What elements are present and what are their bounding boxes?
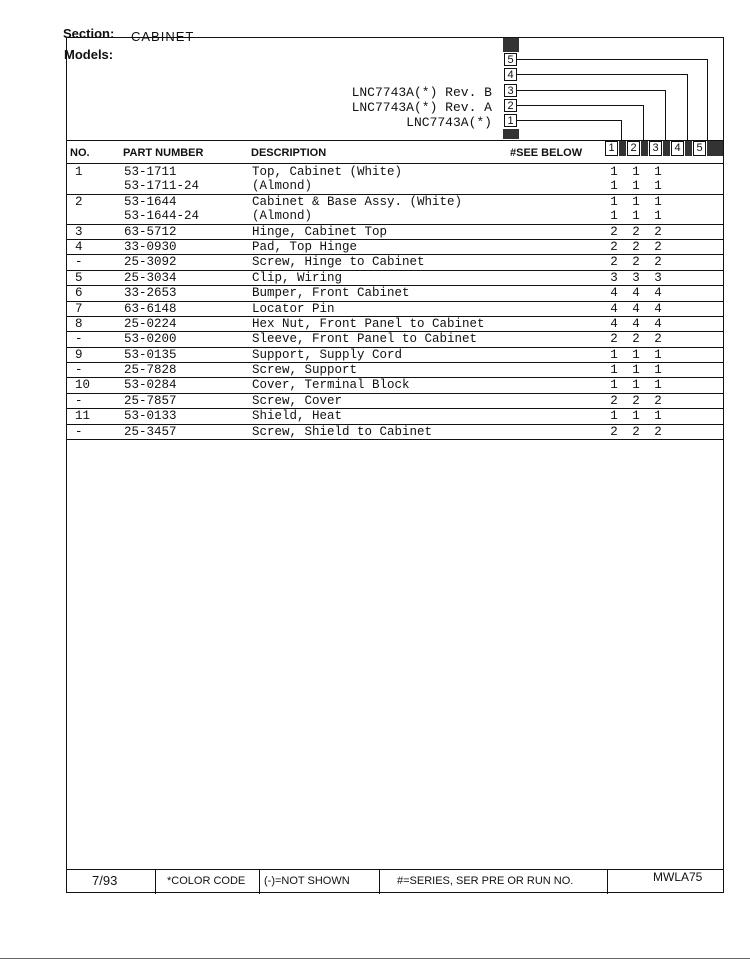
row-part-number: 53-1711-24 xyxy=(124,179,200,194)
model-box-5: 5 xyxy=(504,53,517,66)
row-part-number: 53-1644-24 xyxy=(124,209,200,224)
row-no: - xyxy=(75,255,83,270)
row-description: Screw, Support xyxy=(252,363,358,378)
footer-not-shown: (-)=NOT SHOWN xyxy=(264,875,350,887)
row-qty-1: 4 xyxy=(610,286,618,301)
row-part-number: 33-2653 xyxy=(124,286,177,301)
row-description: Bumper, Front Cabinet xyxy=(252,286,410,301)
model-box-4: 4 xyxy=(504,68,517,81)
footer-series-note: #=SERIES, SER PRE OR RUN NO. xyxy=(397,875,574,887)
row-qty-3: 1 xyxy=(654,363,662,378)
row-qty-3: 2 xyxy=(654,239,662,254)
col-sep-4 xyxy=(685,141,692,156)
row-no: 6 xyxy=(75,286,83,301)
row-qty-2: 2 xyxy=(632,224,640,239)
row-part-number: 63-6148 xyxy=(124,301,177,316)
row-qty-2: 4 xyxy=(632,301,640,316)
model-name-rev-a: LNC7743A(*) Rev. A xyxy=(351,100,492,115)
row-no: 1 xyxy=(75,165,83,179)
row-qty-2: 1 xyxy=(632,194,640,209)
col-sep-3 xyxy=(663,141,670,156)
row-no: 8 xyxy=(75,316,83,331)
table-row xyxy=(67,409,723,424)
table-row xyxy=(67,271,723,286)
row-description: Sleeve, Front Panel to Cabinet xyxy=(252,332,478,347)
connector-5-drop xyxy=(707,59,708,140)
row-no: 3 xyxy=(75,224,83,239)
connector-4 xyxy=(517,74,687,75)
connector-4-drop xyxy=(687,74,688,140)
row-part-number: 25-3092 xyxy=(124,255,177,270)
connector-2 xyxy=(517,105,643,106)
header-rule-bottom xyxy=(66,163,724,164)
table-row xyxy=(67,348,723,363)
row-qty-3: 2 xyxy=(654,224,662,239)
row-no: - xyxy=(75,424,83,439)
row-part-number: 53-0200 xyxy=(124,332,177,347)
row-qty-1: 1 xyxy=(610,363,618,378)
row-description: Pad, Top Hinge xyxy=(252,239,358,254)
row-description: (Almond) xyxy=(252,179,313,194)
row-qty-2: 2 xyxy=(632,239,640,254)
connector-5 xyxy=(517,59,707,60)
row-qty-3: 3 xyxy=(654,270,662,285)
col-sep-5 xyxy=(707,141,723,156)
row-qty-2: 2 xyxy=(632,255,640,270)
row-qty-1: 1 xyxy=(610,209,618,224)
col-model-4: 4 xyxy=(671,141,684,156)
footer-rule-top xyxy=(66,869,724,870)
row-qty-2: 1 xyxy=(632,409,640,424)
row-no: - xyxy=(75,332,83,347)
row-qty-2: 2 xyxy=(632,424,640,439)
row-qty-1: 4 xyxy=(610,316,618,331)
row-part-number: 25-7857 xyxy=(124,393,177,408)
model-name-rev-b: LNC7743A(*) Rev. B xyxy=(351,85,492,100)
table-row xyxy=(67,209,723,224)
row-qty-1: 1 xyxy=(610,194,618,209)
row-qty-3: 1 xyxy=(654,378,662,393)
row-part-number: 33-0930 xyxy=(124,239,177,254)
row-part-number: 25-7828 xyxy=(124,363,177,378)
row-qty-2: 1 xyxy=(632,165,640,179)
table-row xyxy=(67,332,723,347)
footer-divider-4 xyxy=(607,869,608,894)
row-no: 5 xyxy=(75,270,83,285)
row-qty-3: 1 xyxy=(654,165,662,179)
row-qty-2: 1 xyxy=(632,378,640,393)
row-no: 7 xyxy=(75,301,83,316)
row-description: Hex Nut, Front Panel to Cabinet xyxy=(252,316,485,331)
row-qty-1: 2 xyxy=(610,255,618,270)
row-description: Clip, Wiring xyxy=(252,270,343,285)
col-model-2: 2 xyxy=(627,141,640,156)
connector-3 xyxy=(517,90,665,91)
row-qty-2: 2 xyxy=(632,332,640,347)
table-row xyxy=(67,317,723,332)
row-description: Screw, Cover xyxy=(252,393,343,408)
col-sep-1 xyxy=(619,141,626,156)
col-model-1: 1 xyxy=(605,141,618,156)
row-qty-3: 2 xyxy=(654,332,662,347)
footer-divider-2 xyxy=(259,869,260,894)
row-qty-2: 1 xyxy=(632,179,640,194)
row-qty-2: 4 xyxy=(632,316,640,331)
row-qty-2: 1 xyxy=(632,347,640,362)
footer-divider-3 xyxy=(379,869,380,894)
row-qty-1: 1 xyxy=(610,409,618,424)
row-description: Cover, Terminal Block xyxy=(252,378,410,393)
row-qty-1: 2 xyxy=(610,239,618,254)
col-model-3: 3 xyxy=(649,141,662,156)
table-row xyxy=(67,195,723,209)
row-description: Top, Cabinet (White) xyxy=(252,165,403,179)
table-row xyxy=(67,179,723,194)
row-description: Shield, Heat xyxy=(252,409,343,424)
row-no: 10 xyxy=(75,378,91,393)
row-description: Screw, Shield to Cabinet xyxy=(252,424,433,439)
row-description: Locator Pin xyxy=(252,301,335,316)
row-qty-2: 1 xyxy=(632,209,640,224)
table-row xyxy=(67,378,723,393)
row-qty-1: 1 xyxy=(610,179,618,194)
connector-3-drop xyxy=(665,90,666,140)
header-tab-marker xyxy=(503,38,519,52)
model-box-1: 1 xyxy=(504,114,517,127)
section-label: Section: xyxy=(63,26,115,41)
row-description: Cabinet & Base Assy. (White) xyxy=(252,194,463,209)
row-no: - xyxy=(75,393,83,408)
box-stack-marker xyxy=(503,129,519,139)
row-qty-3: 2 xyxy=(654,424,662,439)
row-qty-2: 1 xyxy=(632,363,640,378)
table-row xyxy=(67,394,723,409)
row-qty-1: 2 xyxy=(610,224,618,239)
row-qty-3: 1 xyxy=(654,194,662,209)
row-part-number: 25-3457 xyxy=(124,424,177,439)
table-row xyxy=(67,255,723,270)
row-part-number: 53-0133 xyxy=(124,409,177,424)
connector-1 xyxy=(517,120,621,121)
footer-bar xyxy=(66,869,724,894)
footer-doc-id: MWLA75 xyxy=(653,870,703,884)
row-qty-2: 2 xyxy=(632,393,640,408)
row-qty-2: 3 xyxy=(632,270,640,285)
row-qty-1: 1 xyxy=(610,165,618,179)
row-part-number: 53-1644 xyxy=(124,194,177,209)
footer-date: 7/93 xyxy=(92,873,118,888)
row-description: Hinge, Cabinet Top xyxy=(252,224,388,239)
row-qty-3: 1 xyxy=(654,409,662,424)
table-row xyxy=(67,225,723,240)
section-value: CABINET xyxy=(131,29,195,44)
row-qty-3: 2 xyxy=(654,255,662,270)
connector-1-drop xyxy=(621,120,622,140)
col-model-5: 5 xyxy=(693,141,706,156)
table-row xyxy=(67,425,723,440)
col-header-see-below: #SEE BELOW xyxy=(510,147,583,159)
row-qty-3: 1 xyxy=(654,347,662,362)
row-qty-1: 1 xyxy=(610,378,618,393)
row-qty-3: 1 xyxy=(654,209,662,224)
row-no: 11 xyxy=(75,409,91,424)
model-box-3: 3 xyxy=(504,84,517,97)
row-description: (Almond) xyxy=(252,209,313,224)
col-header-no: NO. xyxy=(70,147,90,159)
row-no: 2 xyxy=(75,194,83,209)
table-row xyxy=(67,363,723,378)
row-qty-3: 1 xyxy=(654,179,662,194)
row-qty-3: 4 xyxy=(654,301,662,316)
row-part-number: 53-1711 xyxy=(124,165,177,179)
col-header-desc: DESCRIPTION xyxy=(251,147,327,159)
row-part-number: 53-0284 xyxy=(124,378,177,393)
connector-2-drop xyxy=(643,105,644,140)
row-qty-1: 2 xyxy=(610,424,618,439)
row-part-number: 25-3034 xyxy=(124,270,177,285)
col-header-part: PART NUMBER xyxy=(123,147,204,159)
row-qty-1: 2 xyxy=(610,332,618,347)
row-qty-1: 2 xyxy=(610,393,618,408)
models-label: Models: xyxy=(64,47,114,62)
table-row xyxy=(67,165,723,179)
model-box-2: 2 xyxy=(504,99,517,112)
row-qty-3: 4 xyxy=(654,316,662,331)
row-qty-3: 4 xyxy=(654,286,662,301)
row-no: - xyxy=(75,363,83,378)
page-bottom-rule xyxy=(0,958,750,959)
table-row xyxy=(67,286,723,301)
row-qty-2: 4 xyxy=(632,286,640,301)
footer-divider-1 xyxy=(155,869,156,894)
row-part-number: 53-0135 xyxy=(124,347,177,362)
row-qty-1: 3 xyxy=(610,270,618,285)
row-description: Screw, Hinge to Cabinet xyxy=(252,255,425,270)
row-part-number: 25-0224 xyxy=(124,316,177,331)
row-no: 9 xyxy=(75,347,83,362)
row-qty-1: 4 xyxy=(610,301,618,316)
table-row xyxy=(67,302,723,317)
row-qty-1: 1 xyxy=(610,347,618,362)
row-description: Support, Supply Cord xyxy=(252,347,403,362)
parts-table xyxy=(67,165,723,440)
row-qty-3: 2 xyxy=(654,393,662,408)
row-no: 4 xyxy=(75,239,83,254)
row-part-number: 63-5712 xyxy=(124,224,177,239)
model-name-base: LNC7743A(*) xyxy=(406,115,492,130)
col-sep-2 xyxy=(641,141,648,156)
footer-color-code: *COLOR CODE xyxy=(167,875,246,887)
table-row xyxy=(67,240,723,255)
